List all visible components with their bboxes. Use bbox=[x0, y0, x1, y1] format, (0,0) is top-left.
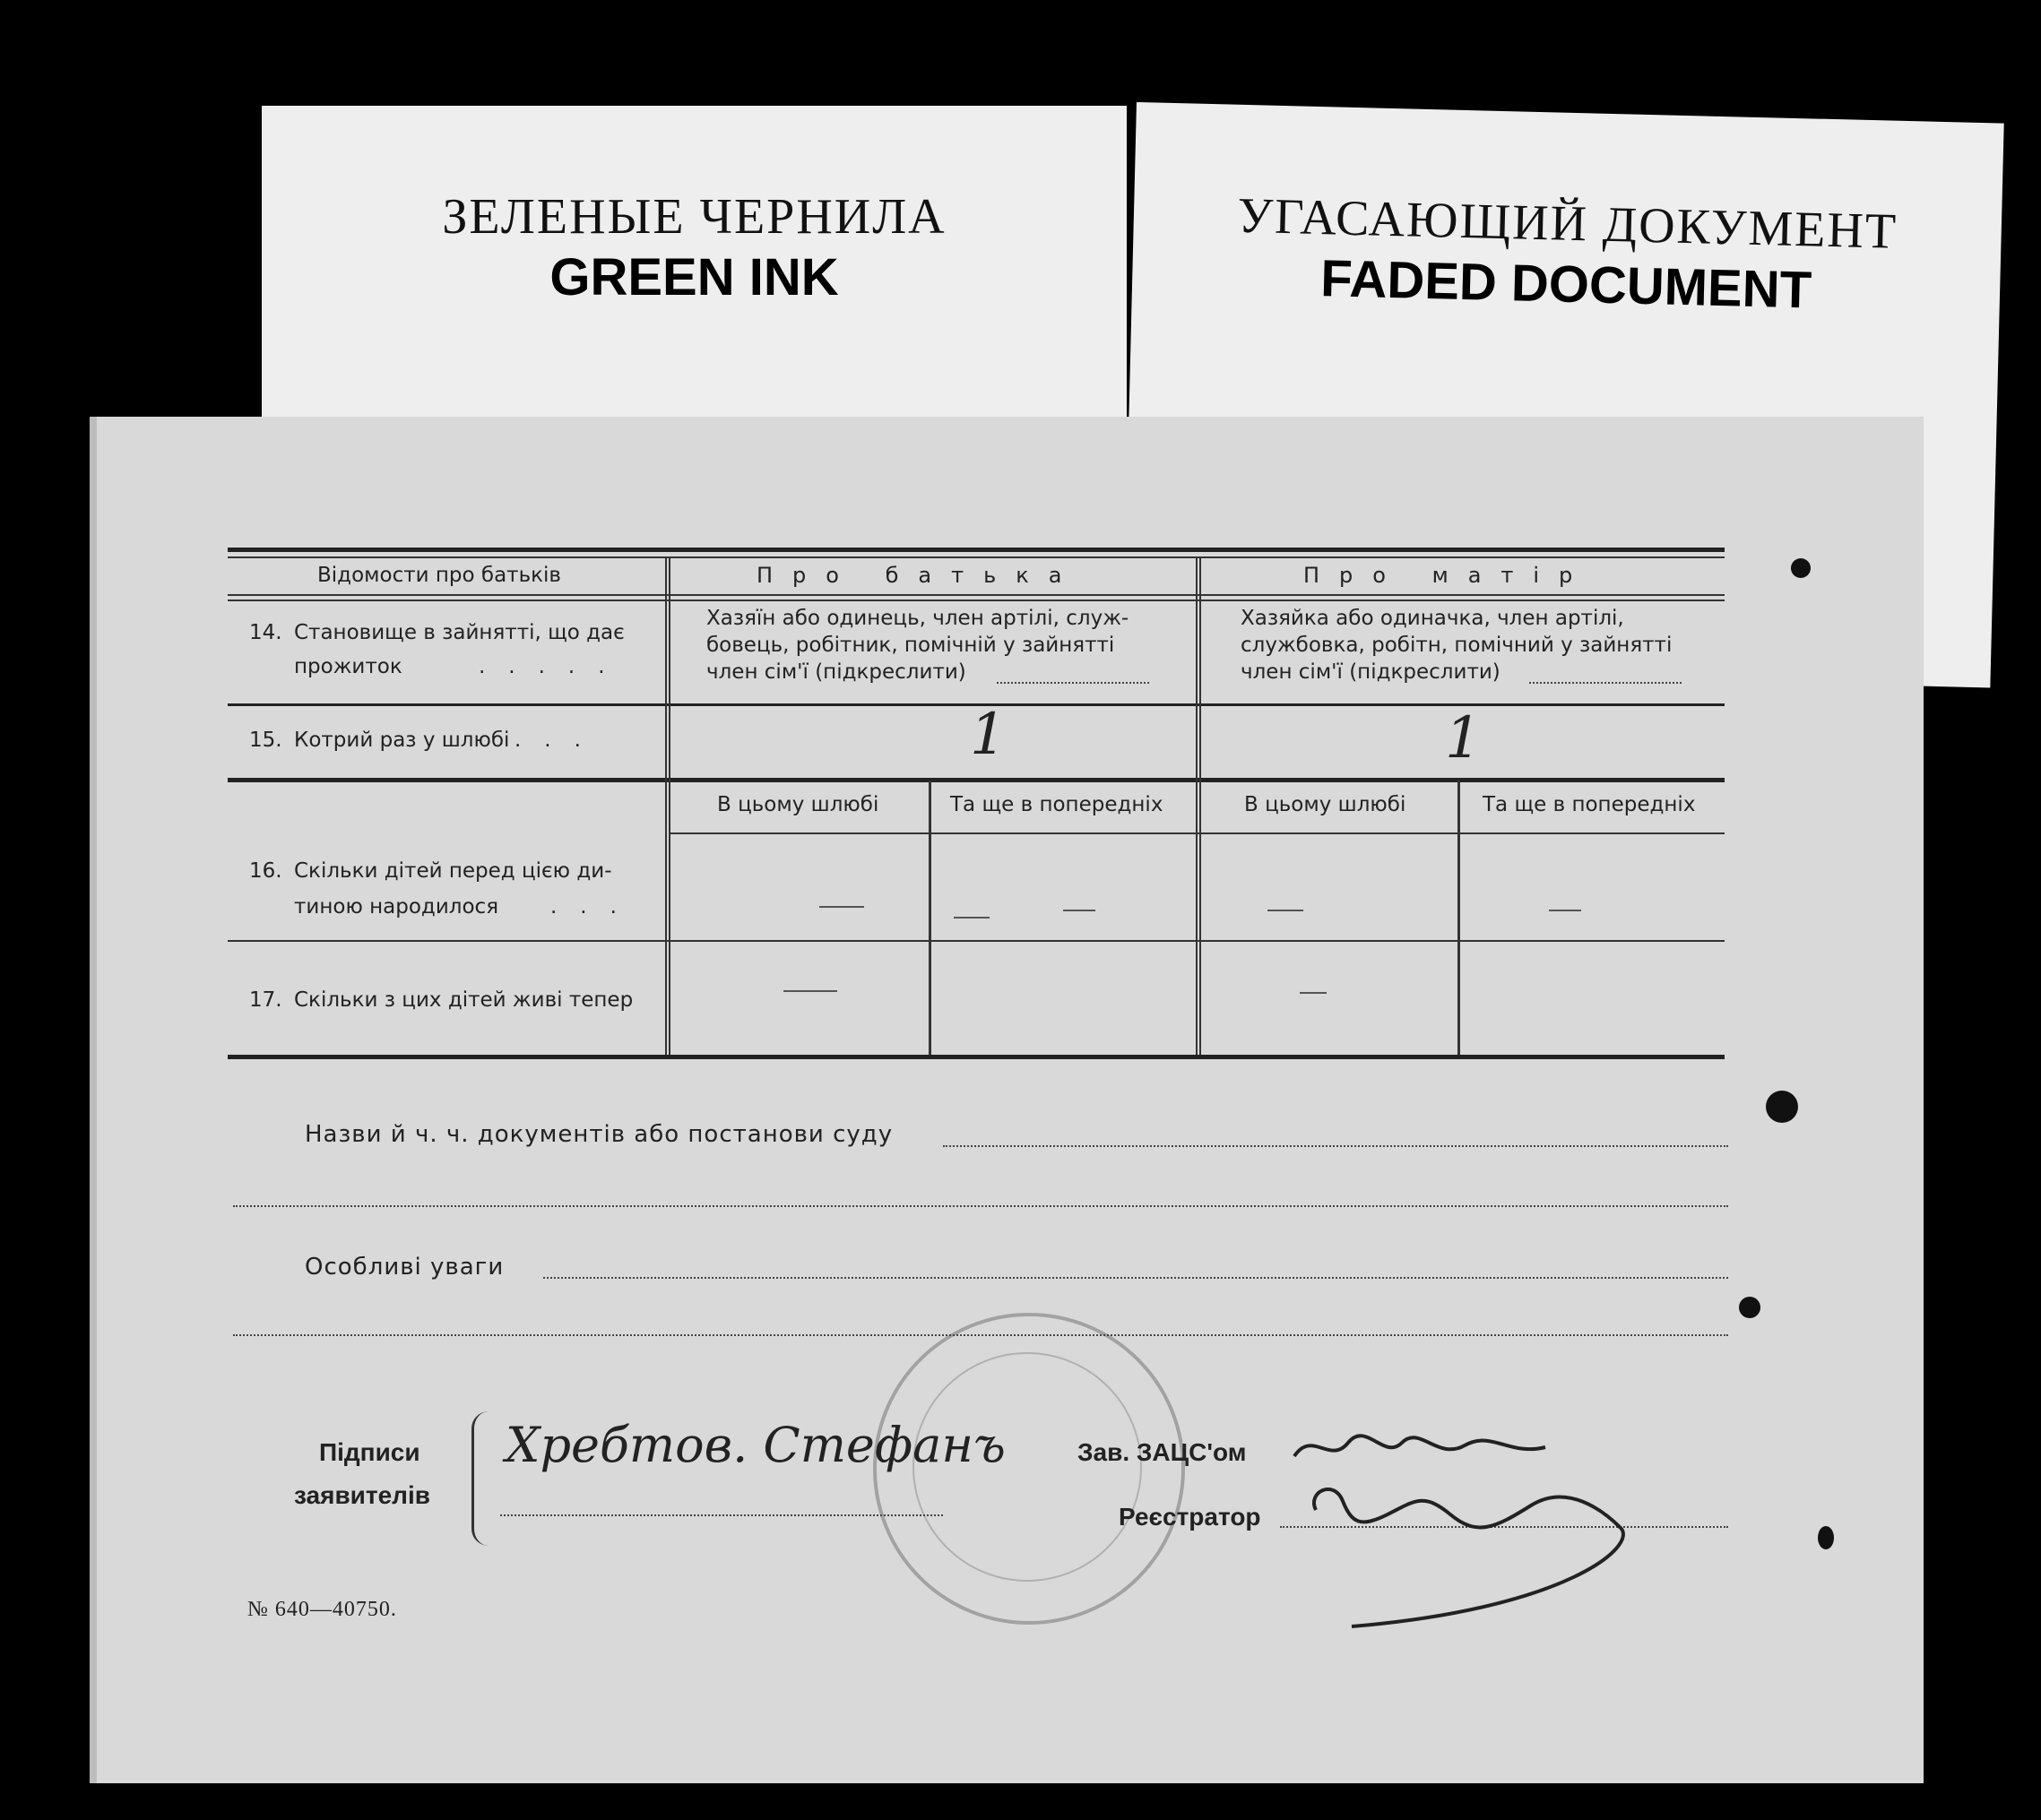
row14-father-line2: бовець, робітник, помічній у зайнятті bbox=[706, 634, 1115, 657]
header-bottom-rule-inner bbox=[228, 599, 1725, 601]
header-bottom-rule bbox=[228, 594, 1725, 596]
col-divider-father-sub bbox=[929, 781, 931, 1055]
green-ink-label-en: GREEN INK bbox=[549, 248, 839, 306]
row16-father-previous-dash bbox=[954, 917, 990, 919]
row14-number: 14. bbox=[249, 621, 282, 644]
row16-mother-previous-dash bbox=[1549, 910, 1581, 911]
binder-hole bbox=[1766, 1091, 1798, 1123]
subheader-father-previous: Та ще в попередніх bbox=[950, 793, 1163, 816]
row14-father-line3: член сім'ї (підкреслити) bbox=[706, 660, 966, 684]
row17-mother-current-dash bbox=[1300, 992, 1327, 994]
col-divider-mother-sub bbox=[1457, 781, 1460, 1055]
applicants-label-line2: заявителів bbox=[294, 1481, 430, 1509]
faded-document-label-ru: УГАСАЮЩИЙ ДОКУМЕНТ bbox=[1236, 187, 1898, 260]
row16-label-line1: Скільки дітей перед цією ди- bbox=[294, 859, 612, 883]
documents-field-line1[interactable] bbox=[943, 1145, 1728, 1147]
applicants-label-line1: Підписи bbox=[319, 1438, 420, 1466]
table-top-rule bbox=[228, 548, 1725, 552]
header-mother: Про матір bbox=[1303, 563, 1593, 588]
col-divider-1 bbox=[665, 558, 670, 1055]
row17-father-current-dash bbox=[783, 990, 837, 992]
notes-label: Особливі уваги bbox=[305, 1254, 505, 1281]
head-of-registry-label: Зав. ЗАЦС'ом bbox=[1077, 1438, 1247, 1466]
row16-bottom-rule bbox=[228, 940, 1725, 942]
row14-mother-blank[interactable] bbox=[1529, 682, 1682, 684]
applicant-handwritten-signature: Хребтов. Стефанъ bbox=[506, 1417, 1006, 1473]
binder-hole bbox=[1739, 1297, 1760, 1318]
row14-mother-line3: член сім'ї (підкреслити) bbox=[1241, 660, 1500, 684]
row17-label: Скільки з цих дітей живі тепер bbox=[294, 988, 634, 1012]
table-bottom-rule bbox=[228, 1055, 1725, 1059]
faded-document-label-en: FADED DOCUMENT bbox=[1319, 249, 1812, 320]
row17-number: 17. bbox=[249, 988, 282, 1012]
row15-mother-handwritten-value: 1 bbox=[1445, 705, 1482, 772]
row16-father-current-dash bbox=[819, 906, 864, 908]
row14-father-line1: Хазяїн або одинець, член артілі, служ- bbox=[706, 607, 1129, 630]
documents-field-line2[interactable] bbox=[233, 1205, 1728, 1207]
header-father: Про батька bbox=[757, 563, 1082, 588]
row15-number: 15. bbox=[249, 729, 282, 752]
documents-label: Назви й ч. ч. документів або постанови суду bbox=[305, 1121, 894, 1148]
row14-mother-line1: Хазяйка або одиначка, член артілі, bbox=[1241, 607, 1624, 630]
row16-label-line2: тиною народилося bbox=[294, 895, 499, 919]
subheader-mother-previous: Та ще в попередніх bbox=[1483, 793, 1696, 816]
header-parents-info: Відомости про батьків bbox=[317, 564, 561, 587]
row14-father-blank[interactable] bbox=[997, 682, 1149, 684]
form-number: № 640—40750. bbox=[247, 1598, 397, 1621]
row16-father-previous-dash-2 bbox=[1063, 910, 1095, 911]
applicant-signature-line2[interactable] bbox=[500, 1514, 943, 1516]
parents-info-table bbox=[228, 548, 1725, 1057]
green-ink-label-ru: ЗЕЛЕНЫЕ ЧЕРНИЛА bbox=[442, 189, 947, 245]
subheader-father-current: В цьому шлюбі bbox=[717, 793, 879, 816]
registrar-label: Реєстратор bbox=[1119, 1503, 1261, 1531]
table-top-rule-inner bbox=[228, 556, 1725, 558]
registrar-signature bbox=[1298, 1474, 1692, 1635]
row14-label-line2: прожиток bbox=[294, 655, 402, 678]
binder-hole bbox=[1818, 1526, 1834, 1549]
row14-mother-line2: службовка, робітн, помічний у зайнятті bbox=[1241, 634, 1673, 657]
row14-label-line1: Становище в зайнятті, що дає bbox=[294, 621, 625, 644]
row15-label: Котрий раз у шлюбі bbox=[294, 729, 510, 752]
col-divider-2 bbox=[1196, 558, 1201, 1055]
row15-leader-dots: ... bbox=[515, 729, 604, 752]
row16-leader-dots: ... bbox=[550, 895, 640, 919]
row15-bottom-rule bbox=[228, 778, 1725, 782]
applicants-brace bbox=[471, 1411, 489, 1546]
row15-father-handwritten-value: 1 bbox=[970, 702, 1007, 768]
subheader-mother-current: В цьому шлюбі bbox=[1244, 793, 1406, 816]
binder-hole bbox=[1791, 558, 1811, 578]
head-of-registry-signature bbox=[1285, 1420, 1554, 1474]
row14-leader-dots: ..... bbox=[479, 655, 628, 678]
row16-mother-current-dash bbox=[1267, 910, 1303, 911]
registration-form-sheet bbox=[90, 417, 1924, 1783]
notes-field-line1[interactable] bbox=[543, 1277, 1728, 1279]
row16-number: 16. bbox=[249, 859, 282, 883]
